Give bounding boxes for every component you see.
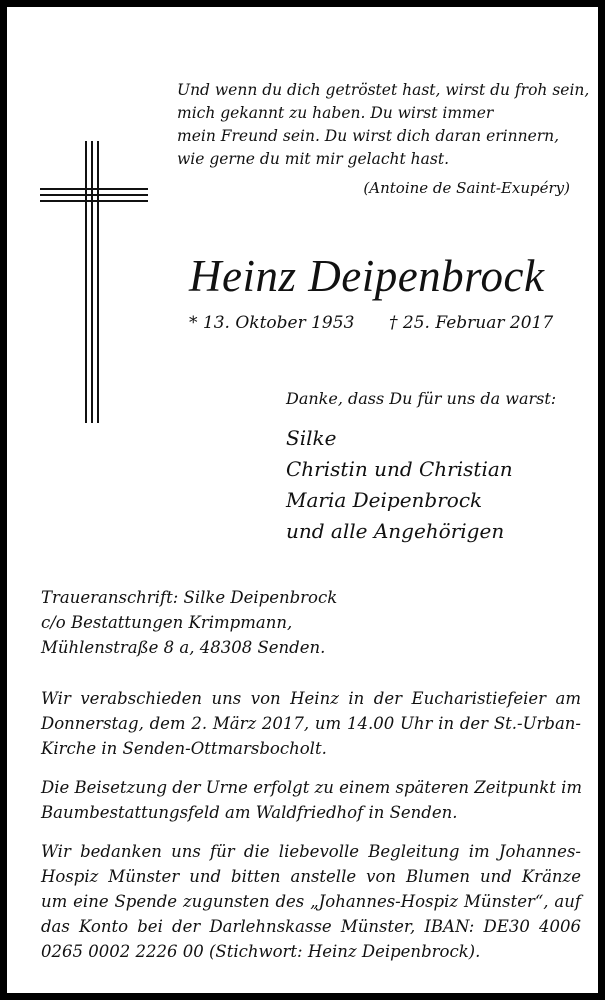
- quote-line: wie gerne du mit mir gelacht hast.: [177, 150, 449, 168]
- quote-block: [177, 79, 590, 171]
- paragraph-line: Wir verabschieden uns von Heinz in der Eucharistiefeier am: [41, 689, 581, 708]
- paragraph-line: 0265 0002 2226 00 (Stichwort: Heinz Deipenbrock).: [41, 942, 481, 961]
- thanks-line: Danke, dass Du für uns da warst:: [286, 389, 557, 408]
- paragraph-line: um eine Spende zugunsten des „Johannes-Hospiz Münster“, auf: [41, 892, 581, 911]
- mourners-list: [286, 423, 513, 547]
- paragraph-line: Baumbestattungsfeld am Waldfriedhof in Senden.: [41, 803, 458, 822]
- paragraph-line: Kirche in Senden-Ottmarsbocholt.: [41, 739, 327, 758]
- address-line: c/o Bestattungen Krimpmann,: [41, 613, 293, 632]
- mourner: Christin und Christian: [286, 457, 513, 481]
- paragraph-line: Wir bedanken uns für die liebevolle Begleitung im Johannes-: [41, 842, 581, 861]
- donation-paragraph: [41, 839, 581, 964]
- paragraph-line: das Konto bei der Darlehnskasse Münster, IBAN: DE30 4006: [41, 917, 581, 936]
- mourner: Silke: [286, 426, 337, 450]
- mourner: und alle Angehörigen: [286, 519, 505, 543]
- quote-line: mein Freund sein. Du wirst dich daran erinnern,: [177, 127, 560, 145]
- birth-date: * 13. Oktober 1953: [189, 313, 355, 333]
- address-line: Traueranschrift: Silke Deipenbrock: [41, 588, 338, 607]
- paragraph-line: Die Beisetzung der Urne erfolgt zu einem späteren Zeitpunkt im: [41, 778, 583, 797]
- address-line: Mühlenstraße 8 a, 48308 Senden.: [41, 638, 326, 657]
- service-paragraph: [41, 686, 581, 761]
- cross-icon: [37, 137, 152, 427]
- mourner: Maria Deipenbrock: [286, 488, 483, 512]
- death-date: † 25. Februar 2017: [389, 313, 554, 333]
- burial-paragraph: [41, 775, 581, 825]
- quote-author: (Antoine de Saint-Exupéry): [363, 179, 570, 197]
- paragraph-line: Donnerstag, dem 2. März 2017, um 14.00 Uhr in der St.-Urban-: [41, 714, 581, 733]
- paragraph-line: Hospiz Münster und bitten anstelle von Blumen und Kränze: [41, 867, 581, 886]
- mourning-address: [41, 585, 337, 660]
- quote-line: Und wenn du dich getröstet hast, wirst du froh sein,: [177, 81, 590, 99]
- deceased-name: Heinz Deipenbrock: [189, 251, 545, 301]
- quote-line: mich gekannt zu haben. Du wirst immer: [177, 104, 494, 122]
